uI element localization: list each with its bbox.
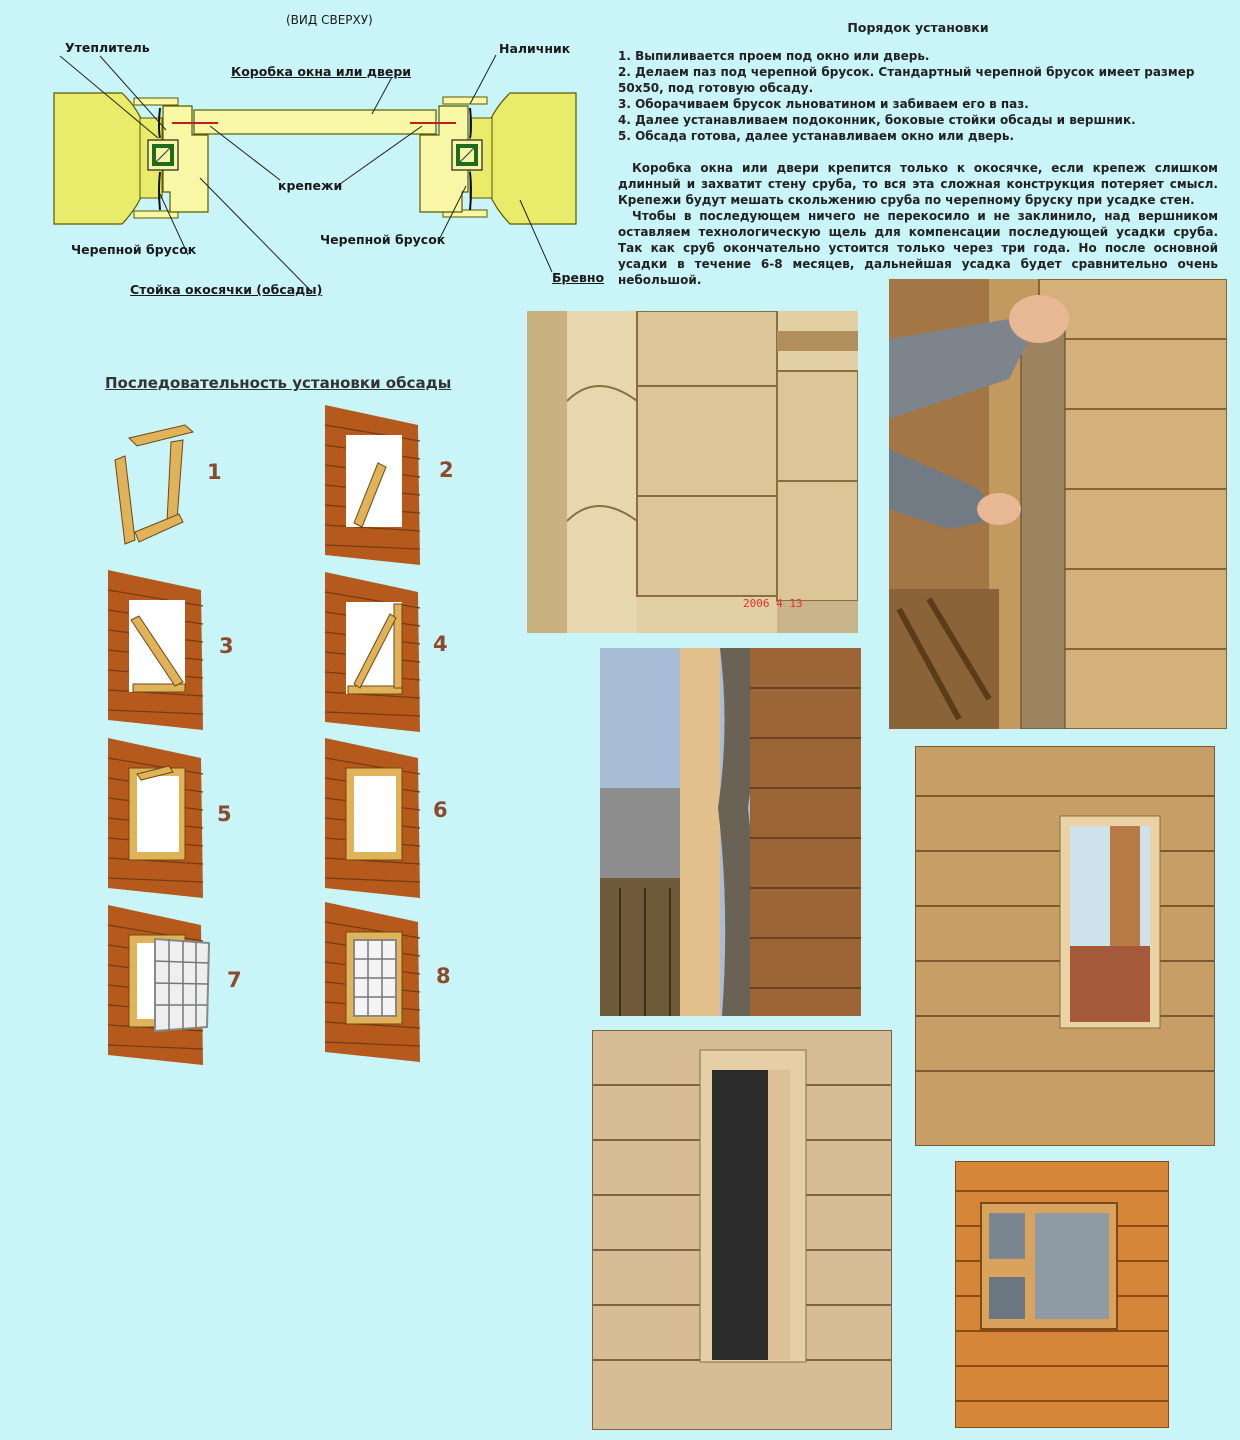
frame-box [194,110,436,134]
photo-insulation-gap [600,648,861,1016]
step-3-figure [103,570,208,730]
label-bar-right: Черепной брусок [320,232,446,247]
photo-window-opening [915,746,1215,1146]
instruction-step: 1. Выпиливается проем под окно или дверь. [618,49,930,63]
step-number-2: 2 [439,458,454,482]
view-label: (ВИД СВЕРХУ) [286,13,373,27]
log-left [54,93,150,224]
label-post: Стойка окосячки (обсады) [130,282,323,297]
label-bar-left: Черепной брусок [71,242,197,257]
label-trim: Наличник [499,41,571,56]
sequence-title: Последовательность установки обсады [105,374,452,392]
photo-log-corner [527,311,858,633]
step-number-4: 4 [433,632,448,656]
step-number-3: 3 [219,634,234,658]
step-number-8: 8 [436,964,451,988]
step-8-figure [320,902,425,1062]
instruction-step: 2. Делаем паз под черепной брусок. Стандартный черепной брусок имеет размер 50х50, под готовую обсаду. [618,65,1195,95]
instruction-paragraph: Коробка окна или двери крепится только к окосячке, если крепеж слишком длинный и захватит стену сруба, то вся эта сложная конструкция потеряет смысл. Крепежи будут мешать скольжению сруба по черепному бруску при усадке стен. [618,161,1218,207]
label-frame: Коробка окна или двери [231,64,412,79]
step-6-figure [320,738,425,898]
instructions-steps [618,48,1218,144]
step-5-figure [103,738,208,898]
instructions-block [618,20,1218,288]
label-insulation: Утеплитель [65,40,150,55]
photo-door-frame [592,1030,892,1430]
step-4-figure [320,572,425,732]
photo-install-post [889,279,1227,729]
log-right [482,93,576,224]
instruction-step: 3. Оборачиваем брусок льноватином и забиваем его в паз. [618,97,1029,111]
step-7-figure [103,905,215,1065]
step-number-1: 1 [207,460,222,484]
label-fasteners: крепежи [278,178,343,193]
instruction-paragraph: Чтобы в последующем ничего не перекосило и не заклинило, над вершником оставляем технологическую щель для компенсации последующей усадки сруба. Так как сруб окончательно устоится только через три года. Но после основной усадки в течение 6-8 месяцев, дальнейшая усадка будет сравнительно очень небольшой. [618,209,1218,287]
instruction-step: 4. Далее устанавливаем подоконник, боковые стойки обсады и вершник. [618,113,1136,127]
step-number-5: 5 [217,802,232,826]
photo-date-stamp: 2006 4 13 [743,597,803,610]
step-2-figure [320,405,425,565]
instruction-step: 5. Обсада готова, далее устанавливаем окно или дверь. [618,129,1015,143]
step-number-6: 6 [433,798,448,822]
photo-finished-window [955,1161,1169,1428]
instructions-paragraphs [618,160,1218,288]
step-number-7: 7 [227,968,242,992]
label-log: Бревно [552,270,605,285]
instructions-title: Порядок установки [847,20,989,35]
step-1-figure [105,420,205,555]
